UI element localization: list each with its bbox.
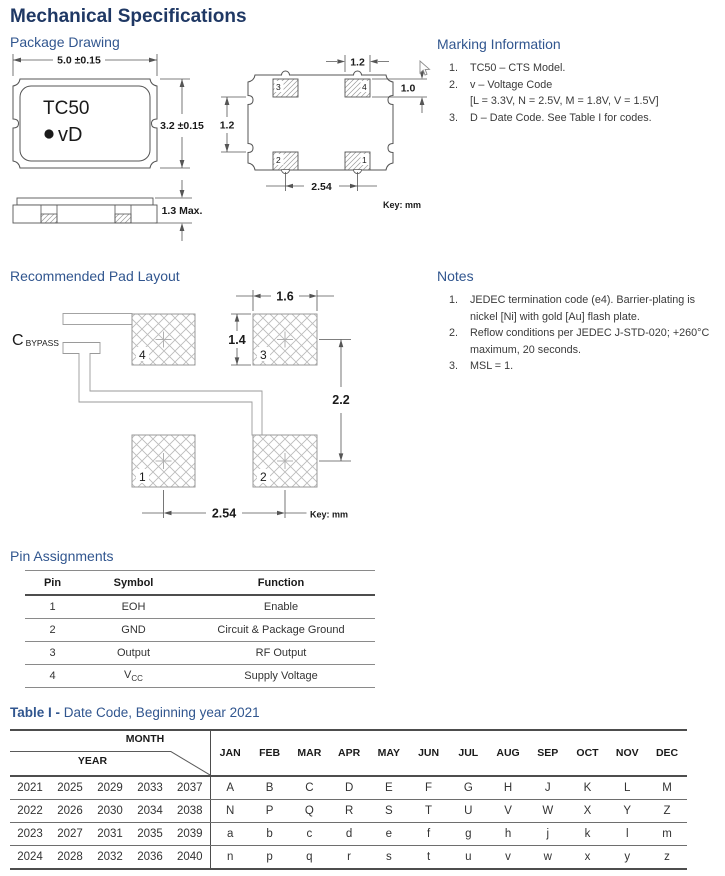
date-code-cell: E (369, 776, 409, 800)
pin-table-cell: 3 (25, 642, 80, 665)
month-column-header: FEB (250, 730, 290, 776)
pad1-number: 1 (139, 470, 146, 484)
date-code-cell: H (488, 776, 528, 800)
year-cell: 2037 (170, 776, 210, 800)
date-code-cell: l (607, 823, 647, 846)
notes-heading: Notes (437, 268, 474, 284)
month-column-header: JUL (448, 730, 488, 776)
date-code-cell: W (528, 800, 568, 823)
item-number: 1. (449, 294, 459, 306)
pin-table-cell: 4 (25, 665, 80, 688)
item-text: MSL = 1. (470, 360, 514, 372)
item-text: [L = 3.3V, N = 2.5V, M = 1.8V, V = 1.5V] (470, 95, 659, 107)
date-code-cell: R (329, 800, 369, 823)
date-code-cell: M (647, 776, 687, 800)
list-item (449, 110, 659, 127)
date-code-cell: q (290, 846, 330, 870)
year-cell: 2027 (50, 823, 90, 846)
year-cell: 2032 (90, 846, 130, 870)
list-item (449, 77, 659, 110)
pad-layout-heading: Recommended Pad Layout (10, 268, 180, 284)
dim-thickness-label: 1.3 Max. (161, 205, 203, 217)
pin-table-cell: 2 (25, 619, 80, 642)
key-units-label: Key: mm (310, 509, 349, 520)
date-code-cell: X (568, 800, 608, 823)
year-cell: 2024 (10, 846, 50, 870)
item-text: v – Voltage Code (470, 78, 553, 91)
package-bottom-view (248, 71, 393, 174)
list-item (449, 60, 659, 77)
dim-layout-col-pitch (142, 490, 307, 521)
date-code-cell: L (607, 776, 647, 800)
pin-table-cell: $V_{CC}$ (80, 665, 187, 688)
layout-pad-4 (132, 314, 195, 365)
date-code-cell: a (210, 823, 250, 846)
year-cell: 2028 (50, 846, 90, 870)
list-item (449, 325, 709, 358)
dim-layout-pad-height (228, 314, 251, 365)
pin-table-cell: RF Output (187, 642, 375, 665)
dim-layout-pad-width (236, 290, 334, 312)
pin-assignments-table (25, 570, 375, 688)
month-column-header: MAR (290, 730, 330, 776)
pin-table-row (25, 595, 375, 619)
date-code-cell: b (250, 823, 290, 846)
dim-layout-row-pitch (319, 340, 351, 462)
date-code-row (10, 800, 687, 823)
date-code-cell: w (528, 846, 568, 870)
date-code-cell: A (210, 776, 250, 800)
year-cell: 2033 (130, 776, 170, 800)
marking-information-heading: Marking Information (437, 36, 561, 52)
pad1-number: 1 (362, 155, 367, 165)
month-column-header: OCT (568, 730, 608, 776)
table-title-bold: Table I - (10, 705, 61, 720)
date-code-cell: G (448, 776, 488, 800)
date-code-cell: t (409, 846, 449, 870)
dim-pad-row-gap (220, 97, 246, 152)
pin-table-cell: GND (80, 619, 187, 642)
marking-dot (44, 129, 53, 138)
date-code-header-row (10, 730, 687, 776)
dim-body-height (160, 79, 204, 168)
date-code-cell: T (409, 800, 449, 823)
date-code-cell: x (568, 846, 608, 870)
pad4-number: 4 (362, 82, 367, 92)
date-code-cell: Q (290, 800, 330, 823)
date-code-cell: B (250, 776, 290, 800)
layout-pad-1 (132, 435, 195, 487)
month-column-header: NOV (607, 730, 647, 776)
item-number: 3. (449, 360, 459, 372)
corner-diagonal-line (170, 751, 210, 775)
item-number: 2. (449, 327, 459, 339)
item-number: 3. (449, 111, 459, 124)
date-code-cell: c (290, 823, 330, 846)
pad3-number: 3 (276, 82, 281, 92)
pin-table-row (25, 665, 375, 688)
dim-pad-pitch-label: 2.54 (311, 181, 332, 193)
date-code-table (10, 729, 687, 870)
month-label: MONTH (125, 733, 165, 745)
item-number: 1. (449, 62, 459, 74)
pin-table-header-row (25, 571, 375, 596)
item-text: nickel [Ni] with gold [Au] flash plate. (470, 310, 640, 323)
month-column-header: MAY (369, 730, 409, 776)
date-code-cell: Z (647, 800, 687, 823)
item-text: Reflow conditions per JEDEC J-STD-020; +260°C (470, 327, 710, 339)
dim-layout-pad-width-label: 1.6 (276, 289, 294, 304)
dim-layout-pad-height-label: 1.4 (228, 333, 246, 347)
marking-information-list (449, 60, 659, 126)
date-code-cell: J (528, 776, 568, 800)
month-column-header: AUG (488, 730, 528, 776)
pad4-number: 4 (139, 348, 146, 362)
year-cell: 2035 (130, 823, 170, 846)
bypass-cap-label: CBYPASS (12, 332, 59, 349)
year-cell: 2034 (130, 800, 170, 823)
item-text: D – Date Code. See Table I for codes. (470, 111, 652, 124)
date-code-cell: n (210, 846, 250, 870)
date-code-cell: f (409, 823, 449, 846)
column-header-function: Function (187, 571, 375, 596)
column-header-pin: Pin (25, 571, 80, 596)
pin-table-cell: Supply Voltage (187, 665, 375, 688)
date-code-cell: k (568, 823, 608, 846)
date-code-cell: S (369, 800, 409, 823)
pin-table-cell: 1 (25, 595, 80, 619)
year-cell: 2036 (130, 846, 170, 870)
dim-pad-width (326, 55, 389, 72)
month-column-header: DEC (647, 730, 687, 776)
date-code-row (10, 823, 687, 846)
year-cell: 2039 (170, 823, 210, 846)
item-text: maximum, 20 seconds. (470, 343, 582, 356)
year-cell: 2023 (10, 823, 50, 846)
date-code-cell: d (329, 823, 369, 846)
date-code-cell: s (369, 846, 409, 870)
month-column-header: JUN (409, 730, 449, 776)
year-cell: 2029 (90, 776, 130, 800)
pin-table-row (25, 642, 375, 665)
date-code-cell: V (488, 800, 528, 823)
date-code-cell: Y (607, 800, 647, 823)
date-code-table-title (10, 705, 260, 720)
package-top-view (13, 79, 157, 168)
item-number: 2. (449, 78, 459, 91)
item-text: TC50 – CTS Model. (470, 62, 566, 74)
pin-table-row (25, 619, 375, 642)
corner-divider-line (10, 751, 171, 752)
year-cell: 2040 (170, 846, 210, 870)
pad2-number: 2 (276, 155, 281, 165)
dim-pad-row-gap-label: 1.2 (219, 119, 235, 132)
date-code-cell: F (409, 776, 449, 800)
pad3-number: 3 (260, 348, 267, 362)
pin-table-cell: Enable (187, 595, 375, 619)
table-title-rest: Date Code, Beginning year 2021 (60, 705, 260, 720)
date-code-cell: e (369, 823, 409, 846)
date-code-cell: K (568, 776, 608, 800)
year-cell: 2026 (50, 800, 90, 823)
year-cell: 2022 (10, 800, 50, 823)
pad-layout-figure (10, 285, 430, 530)
year-cell: 2031 (90, 823, 130, 846)
date-code-cell: p (250, 846, 290, 870)
month-year-corner-cell (10, 730, 210, 776)
date-code-cell: y (607, 846, 647, 870)
date-code-row (10, 776, 687, 800)
date-code-cell: U (448, 800, 488, 823)
pin-table-cell: Output (80, 642, 187, 665)
year-cell: 2030 (90, 800, 130, 823)
key-units-label: Key: mm (383, 200, 422, 210)
package-drawing-heading: Package Drawing (10, 34, 120, 50)
list-item (449, 358, 709, 375)
year-cell: 2021 (10, 776, 50, 800)
marking-code-label: vD (58, 124, 83, 146)
year-cell: 2038 (170, 800, 210, 823)
column-header-symbol: Symbol (80, 571, 187, 596)
month-column-header: APR (329, 730, 369, 776)
pin-assignments-heading: Pin Assignments (10, 548, 114, 564)
pin-table-cell: Circuit & Package Ground (187, 619, 375, 642)
date-code-cell: j (528, 823, 568, 846)
month-column-header: SEP (528, 730, 568, 776)
dim-body-height-label: 3.2 ±0.15 (160, 120, 204, 132)
date-code-cell: u (448, 846, 488, 870)
date-code-cell: r (329, 846, 369, 870)
item-text: JEDEC termination code (e4). Barrier-plating is (470, 294, 696, 306)
date-code-cell: N (210, 800, 250, 823)
dim-pad-height-label: 1.0 (400, 82, 416, 95)
dim-body-width-label: 5.0 ±0.15 (57, 54, 101, 67)
date-code-cell: v (488, 846, 528, 870)
date-code-cell: C (290, 776, 330, 800)
date-code-cell: g (448, 823, 488, 846)
dim-pad-pitch (266, 172, 377, 193)
date-code-cell: m (647, 823, 687, 846)
month-column-header: JAN (210, 730, 250, 776)
year-cell: 2025 (50, 776, 90, 800)
pin-table-cell: EOH (80, 595, 187, 619)
dim-pad-width-label: 1.2 (350, 56, 365, 69)
dim-body-width (13, 54, 157, 76)
package-drawing-figure (8, 50, 433, 247)
page-title: Mechanical Specifications (10, 6, 247, 27)
date-code-row (10, 846, 687, 870)
part-number-label: TC50 (43, 98, 90, 119)
dim-layout-col-pitch-label: 2.54 (211, 506, 237, 521)
layout-pad-2 (253, 435, 317, 487)
date-code-cell: D (329, 776, 369, 800)
layout-pad-3 (253, 314, 317, 365)
date-code-cell: h (488, 823, 528, 846)
year-label: YEAR (77, 755, 108, 767)
dim-layout-row-pitch-label: 2.2 (332, 393, 350, 407)
pad2-number: 2 (260, 470, 267, 484)
notes-list (449, 292, 709, 375)
list-item (449, 292, 709, 325)
dim-thickness (155, 180, 203, 241)
package-side-view (13, 198, 157, 223)
date-code-cell: P (250, 800, 290, 823)
date-code-cell: z (647, 846, 687, 870)
